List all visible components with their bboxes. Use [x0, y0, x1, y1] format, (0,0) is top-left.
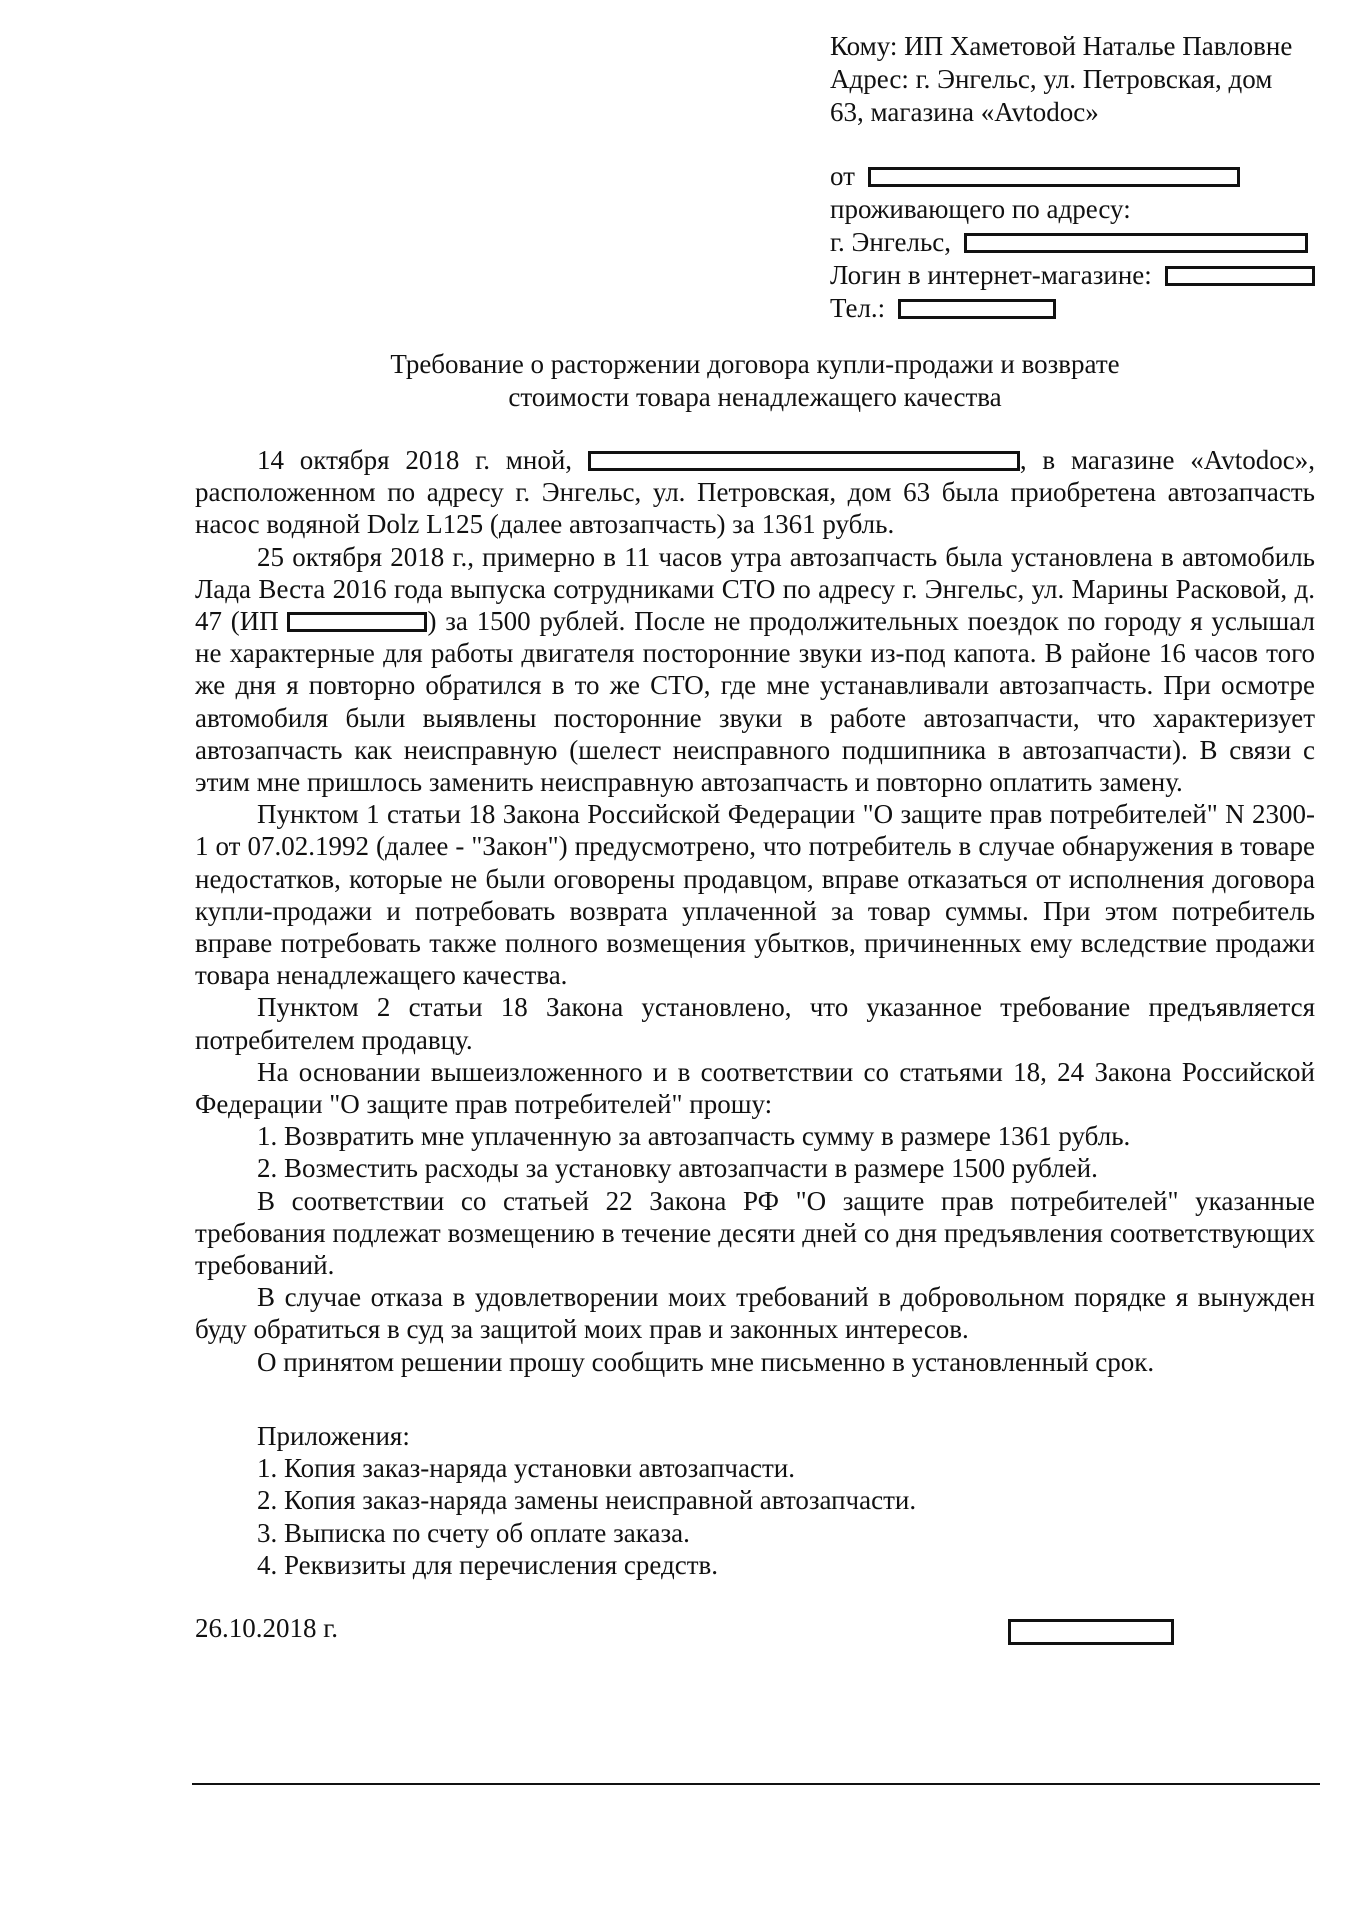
title-line-1: Требование о расторжении договора купли-продажи и возврате — [390, 349, 1120, 379]
sender-city-row — [830, 226, 1330, 259]
redacted-sender-name — [868, 167, 1240, 187]
sender-phone-row — [830, 292, 1330, 325]
recipient-block — [830, 30, 1330, 129]
residing-label: проживающего по адресу: — [830, 194, 1131, 224]
phone-label: Тел.: — [830, 293, 886, 323]
redacted-phone — [898, 299, 1056, 319]
redacted-sender-address — [964, 233, 1308, 253]
sender-login-row — [830, 259, 1330, 292]
document-date: 26.10.2018 г. — [195, 1613, 339, 1643]
paragraph-deadline: В соответствии со статьей 22 Закона РФ "О защите прав потребителей" указанные требования подлежат возмещению в течение десяти дней со дня предъявления соответствующих требований. — [195, 1185, 1315, 1281]
request-item-1: 1. Возвратить мне уплаченную за автозапчасть сумму в размере 1361 рубль. — [257, 1121, 1131, 1152]
document-body — [195, 444, 1315, 1378]
attachments-heading: Приложения: — [257, 1421, 410, 1451]
redacted-service-name — [287, 612, 427, 632]
sender-block — [830, 160, 1330, 325]
paragraph-court: В случае отказа в удовлетворении моих требований в добровольном порядке я вынужден буду обратиться в суд за защитой моих прав и законных интересов. — [195, 1282, 1315, 1345]
attachment-item: 2. Копия заказ-наряда замены неисправной автозапчасти. — [257, 1485, 917, 1516]
recipient-name: Кому: ИП Хаметовой Наталье Павловне — [830, 31, 1293, 61]
redacted-signature — [1008, 1619, 1174, 1645]
paragraph-purchase-start: 14 октября 2018 г. мной, — [257, 445, 573, 475]
paragraph-purchase — [195, 444, 1315, 541]
paragraph-installation — [195, 541, 1315, 799]
attachment-item: 3. Выписка по счету об оплате заказа. — [257, 1517, 690, 1548]
paragraph-installation-start: 25 октября 2018 г., примерно в 11 часов утра автозапчасть была установлена в автомобиль Лада Веста 2016 года выпуска сотрудниками СТО по адресу г. Энгельс, ул. Марины Расковой, д. 47 (ИП — [195, 541, 1315, 637]
from-label: от — [830, 161, 855, 191]
recipient-address-line-1: Адрес: г. Энгельс, ул. Петровская, дом — [830, 64, 1273, 94]
paragraph-law-article-1: Пунктом 1 статьи 18 Закона Российской Федерации "О защите прав потребителей" N 2300-1 от 07.02.1992 (далее - "Закон") предусмотрено, что потребитель в случае обнаружения в товаре недостатков, которые не были оговорены продавцом, вправе отказаться от исполнения договора купли-продажи и потребовать возврата уплаченной за товар суммы. При этом потребитель вправе потребовать также полного возмещения убытков, причиненных ему вследствие продажи товара ненадлежащего качества. — [195, 799, 1315, 991]
paragraph-purchase-end: , в магазине «Avtodoc», расположенном по адресу г. Энгельс, ул. Петровская, дом 63 была приобретена автозапчасть насос водяной Dolz L125 (далее автозапчасть) за 1361 рубль. — [195, 445, 1315, 540]
paragraph-request: На основании вышеизложенного и в соответствии со статьями 18, 24 Закона Российской Федерации "О защите прав потребителей" прошу: — [195, 1056, 1315, 1120]
recipient-address-line-2: 63, магазина «Avtodoc» — [830, 97, 1099, 127]
sender-from-row — [830, 160, 1330, 193]
login-label: Логин в интернет-магазине: — [830, 260, 1152, 290]
document-title — [195, 348, 1315, 414]
paragraph-installation-end: ) за 1500 рублей. После не продолжительных поездок по городу я услышал не характерные для работы двигателя посторонние звуки из-под капота. В районе 16 часов того же дня я повторно обратился в то же СТО, где мне устанавливали автозапчасть. При осмотре автомобиля были выявлены посторонние звуки в работе автозапчасти, что характеризует автозапчасть как неисправную (шелест неисправного подшипника в автозапчасти). В связи с этим мне пришлось заменить неисправную автозапчасть и повторно оплатить замену. — [195, 606, 1316, 798]
attachment-item: 1. Копия заказ-наряда установки автозапчасти. — [257, 1453, 795, 1484]
paragraph-law-article-2: Пунктом 2 статьи 18 Закона установлено, что указанное требование предъявляется потребителем продавцу. — [195, 992, 1315, 1055]
attachments-block — [257, 1420, 1257, 1581]
city-label: г. Энгельс, — [830, 227, 952, 257]
attachment-item: 4. Реквизиты для перечисления средств. — [257, 1549, 719, 1580]
paragraph-response: О принятом решении прошу сообщить мне письменно в установленный срок. — [257, 1346, 1155, 1377]
redacted-buyer-name — [588, 451, 1020, 471]
title-line-2: стоимости товара ненадлежащего качества — [508, 382, 1002, 412]
request-item-2: 2. Возместить расходы за установку автозапчасти в размере 1500 рублей. — [257, 1153, 1098, 1184]
redacted-login — [1165, 266, 1315, 286]
page-bottom-divider — [192, 1783, 1320, 1785]
